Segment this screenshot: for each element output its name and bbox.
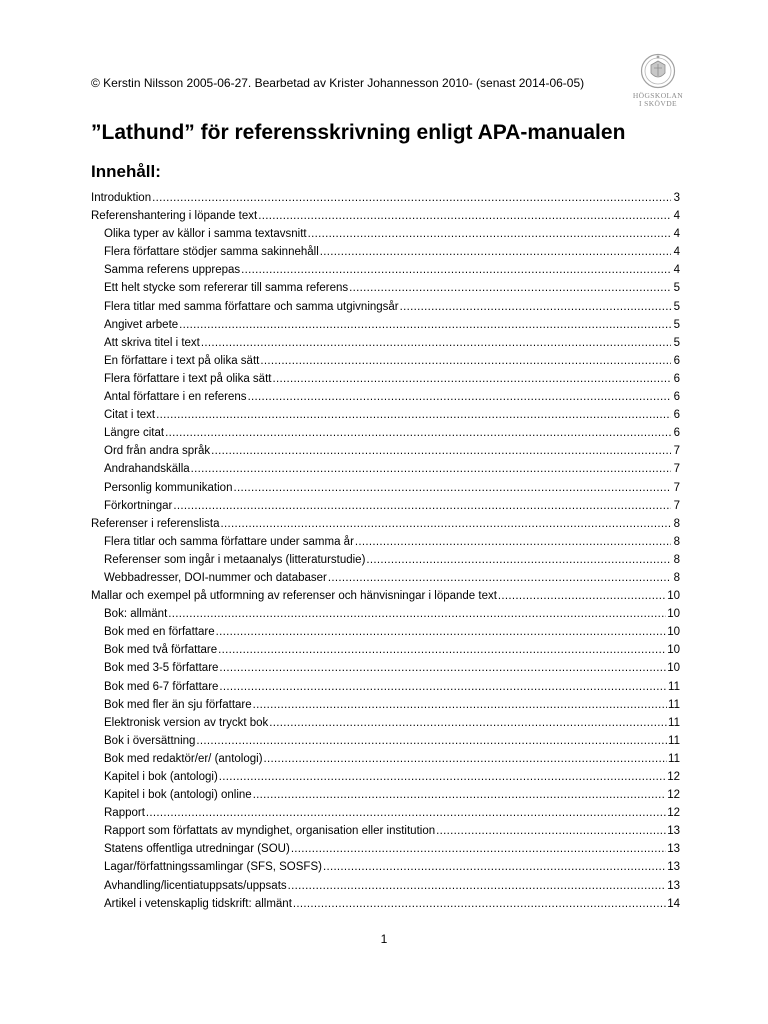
- toc-entry-page: 6: [673, 391, 680, 404]
- toc-entry-label: Flera titlar med samma författare och samma utgivningsår: [104, 300, 399, 313]
- toc-entry[interactable]: [91, 822, 680, 840]
- toc-entry-label: Webbadresser, DOI-nummer och databaser: [104, 571, 327, 584]
- toc-dot-leader: [179, 316, 671, 334]
- toc-entry-label: Bok med två författare: [104, 644, 218, 657]
- toc-entry-label: Statens offentliga utredningar (SOU): [104, 843, 290, 856]
- toc-entry-label: Olika typer av källor i samma textavsnitt: [104, 228, 307, 241]
- toc-entry-label: Referenshantering i löpande text: [91, 210, 258, 223]
- toc-dot-leader: [258, 207, 671, 225]
- author-credit-line: © Kerstin Nilsson 2005-06-27. Bearbetad av Krister Johannesson 2010- (senast 2014-06-05): [91, 76, 585, 90]
- toc-entry-page: 13: [667, 861, 680, 874]
- toc-entry-page: 11: [668, 716, 680, 729]
- toc-entry-label: Avhandling/licentiatuppsats/uppsats: [104, 879, 287, 892]
- toc-entry-page: 8: [673, 517, 680, 530]
- toc-entry-page: 4: [673, 228, 680, 241]
- toc-entry-page: 10: [667, 662, 680, 675]
- toc-entry-page: 7: [673, 445, 680, 458]
- toc-dot-leader: [264, 750, 668, 768]
- toc-entry[interactable]: [91, 659, 680, 677]
- toc-dot-leader: [219, 768, 666, 786]
- toc-entry-label: Förkortningar: [104, 499, 173, 512]
- toc-entry[interactable]: [91, 587, 680, 605]
- toc-entry-label: Elektronisk version av tryckt bok: [104, 716, 269, 729]
- toc-entry-page: 4: [673, 210, 680, 223]
- toc-entry-page: 6: [673, 409, 680, 422]
- toc-entry[interactable]: [91, 298, 680, 316]
- toc-entry-label: Kapitel i bok (antologi) online: [104, 789, 252, 802]
- toc-dot-leader: [498, 587, 666, 605]
- toc-entry-label: Mallar och exempel på utformning av referenser och hänvisningar i löpande text: [91, 590, 497, 603]
- toc-entry[interactable]: [91, 840, 680, 858]
- toc-dot-leader: [219, 678, 667, 696]
- toc-entry-label: Att skriva titel i text: [104, 336, 200, 349]
- toc-entry[interactable]: [91, 370, 680, 388]
- toc-entry[interactable]: [91, 623, 680, 641]
- toc-entry[interactable]: [91, 678, 680, 696]
- toc-entry-label: Ord från andra språk: [104, 445, 211, 458]
- toc-entry-label: Bok med 6-7 författare: [104, 680, 219, 693]
- toc-entry-page: 5: [673, 282, 680, 295]
- toc-dot-leader: [168, 605, 666, 623]
- toc-dot-leader: [233, 479, 671, 497]
- toc-entry-label: Bok med redaktör/er/ (antologi): [104, 752, 263, 765]
- toc-entry[interactable]: [91, 352, 680, 370]
- toc-entry-label: Flera författare i text på olika sätt: [104, 372, 272, 385]
- toc-entry-page: 13: [667, 843, 680, 856]
- toc-entry[interactable]: [91, 551, 680, 569]
- toc-dot-leader: [436, 822, 666, 840]
- toc-entry-label: Flera författare stödjer samma sakinnehåll: [104, 246, 319, 259]
- toc-dot-leader: [173, 497, 671, 515]
- toc-entry-label: Introduktion: [91, 192, 152, 204]
- toc-entry-label: Angivet arbete: [104, 318, 179, 331]
- toc-entry[interactable]: [91, 732, 680, 750]
- toc-entry-page: 7: [673, 463, 680, 476]
- document-title: ”Lathund” för referensskrivning enligt APA-manualen: [91, 121, 626, 144]
- toc-dot-leader: [323, 858, 666, 876]
- toc-entry-label: Rapport som författats av myndighet, organisation eller institution: [104, 825, 436, 838]
- toc-entry[interactable]: [91, 750, 680, 768]
- toc-entry-page: 11: [668, 680, 680, 693]
- toc-dot-leader: [400, 298, 671, 316]
- toc-entry-page: 6: [673, 354, 680, 367]
- toc-entry-label: Referenser i referenslista: [91, 517, 220, 530]
- toc-dot-leader: [220, 515, 671, 533]
- toc-entry-page: 6: [673, 427, 680, 440]
- toc-entry-page: 10: [667, 608, 680, 621]
- toc-dot-leader: [260, 352, 671, 370]
- toc-entry-label: Antal författare i en referens: [104, 391, 247, 404]
- toc-dot-leader: [211, 442, 671, 460]
- toc-entry[interactable]: [91, 768, 680, 786]
- toc-entry[interactable]: [91, 569, 680, 587]
- university-seal-icon: [628, 52, 688, 92]
- toc-entry[interactable]: [91, 696, 680, 714]
- toc-entry-label: En författare i text på olika sätt: [104, 354, 260, 367]
- toc-dot-leader: [152, 189, 671, 207]
- toc-entry-page: 10: [667, 590, 680, 603]
- toc-dot-leader: [241, 261, 671, 279]
- toc-dot-leader: [196, 732, 667, 750]
- toc-entry-page: 8: [673, 553, 680, 566]
- toc-dot-leader: [165, 424, 671, 442]
- logo-text-line1: HÖGSKOLAN: [632, 91, 684, 100]
- toc-dot-leader: [253, 786, 667, 804]
- toc-dot-leader: [328, 569, 671, 587]
- toc-dot-leader: [269, 714, 667, 732]
- toc-entry-page: 13: [667, 825, 680, 838]
- toc-entry[interactable]: [91, 225, 680, 243]
- toc-entry[interactable]: [91, 207, 680, 225]
- toc-entry-label: Bok i översättning: [104, 734, 196, 747]
- toc-entry[interactable]: [91, 497, 680, 515]
- toc-entry[interactable]: [91, 334, 680, 352]
- toc-entry-page: 12: [667, 771, 680, 783]
- toc-entry-label: Bok: allmänt: [104, 608, 168, 621]
- toc-entry[interactable]: [91, 388, 680, 406]
- toc-dot-leader: [355, 533, 671, 551]
- toc-entry-label: Bok med 3-5 författare: [104, 662, 219, 675]
- toc-entry-label: Samma referens upprepas: [104, 264, 241, 277]
- toc-entry[interactable]: [91, 442, 680, 460]
- toc-entry[interactable]: [91, 877, 680, 895]
- toc-entry-page: 13: [667, 879, 680, 892]
- toc-entry[interactable]: [91, 406, 680, 424]
- toc-entry[interactable]: [91, 279, 680, 297]
- toc-entry-page: 5: [673, 300, 680, 313]
- toc-dot-leader: [272, 370, 671, 388]
- toc-entry-page: 10: [667, 626, 680, 639]
- toc-entry-label: Bok med en författare: [104, 626, 215, 639]
- toc-dot-leader: [366, 551, 671, 569]
- toc-entry-page: 11: [668, 752, 680, 765]
- page-number: 1: [380, 932, 388, 946]
- toc-entry[interactable]: [91, 858, 680, 876]
- toc-entry-page: 14: [667, 897, 680, 910]
- toc-dot-leader: [308, 225, 671, 243]
- toc-entry[interactable]: [91, 460, 680, 478]
- toc-heading: Innehåll:: [91, 162, 161, 181]
- toc-entry-label: Artikel i vetenskaplig tidskrift: allmänt: [104, 897, 292, 910]
- toc-entry-page: 5: [673, 318, 680, 331]
- toc-dot-leader: [288, 877, 667, 895]
- toc-entry-page: 10: [667, 644, 680, 657]
- toc-dot-leader: [191, 460, 671, 478]
- toc-entry-label: Personlig kommunikation: [104, 481, 233, 494]
- toc-dot-leader: [253, 696, 667, 714]
- toc-entry-label: Kapitel i bok (antologi): [104, 771, 218, 783]
- table-of-contents: [91, 189, 680, 913]
- toc-entry-page: 4: [673, 246, 680, 259]
- toc-dot-leader: [219, 659, 666, 677]
- toc-entry[interactable]: [91, 786, 680, 804]
- toc-entry[interactable]: [91, 804, 680, 822]
- toc-dot-leader: [201, 334, 671, 352]
- toc-entry-label: Bok med fler än sju författare: [104, 698, 252, 711]
- toc-entry[interactable]: [91, 515, 680, 533]
- toc-entry[interactable]: [91, 895, 680, 913]
- toc-dot-leader: [291, 840, 666, 858]
- toc-entry[interactable]: [91, 316, 680, 334]
- university-logo: [628, 52, 688, 116]
- toc-entry-label: Referenser som ingår i metaanalys (litteraturstudie): [104, 553, 366, 566]
- toc-entry-page: 6: [673, 372, 680, 385]
- toc-dot-leader: [216, 623, 667, 641]
- toc-entry-page: 8: [673, 571, 680, 584]
- toc-entry-label: Lagar/författningssamlingar (SFS, SOSFS): [104, 861, 322, 874]
- toc-entry-page: 5: [673, 336, 680, 349]
- toc-dot-leader: [248, 388, 671, 406]
- toc-dot-leader: [218, 641, 666, 659]
- toc-entry[interactable]: [91, 243, 680, 261]
- toc-entry-label: Ett helt stycke som refererar till samma referens: [104, 282, 349, 295]
- toc-dot-leader: [320, 243, 671, 261]
- toc-entry-label: Andrahandskälla: [104, 463, 190, 476]
- toc-dot-leader: [146, 804, 666, 822]
- toc-entry[interactable]: [91, 533, 680, 551]
- toc-entry-label: Rapport: [104, 807, 145, 820]
- toc-entry-page: 8: [673, 535, 680, 548]
- toc-entry[interactable]: [91, 714, 680, 732]
- toc-entry-label: Flera titlar och samma författare under samma år: [104, 535, 354, 548]
- toc-entry-page: 3: [673, 192, 680, 204]
- logo-text-line2: I SKÖVDE: [639, 99, 677, 108]
- toc-dot-leader: [349, 279, 671, 297]
- toc-entry-page: 12: [667, 807, 680, 820]
- toc-entry-page: 7: [673, 499, 680, 512]
- toc-entry-page: 4: [673, 264, 680, 277]
- toc-entry[interactable]: [91, 479, 680, 497]
- toc-entry[interactable]: [91, 261, 680, 279]
- toc-entry[interactable]: [91, 424, 680, 442]
- toc-entry-page: 11: [668, 698, 680, 711]
- toc-entry-page: 7: [673, 481, 680, 494]
- toc-entry-page: 11: [668, 734, 680, 747]
- toc-dot-leader: [156, 406, 671, 424]
- toc-entry-label: Citat i text: [104, 409, 156, 422]
- toc-dot-leader: [293, 895, 666, 913]
- toc-entry[interactable]: [91, 641, 680, 659]
- toc-entry[interactable]: [91, 605, 680, 623]
- toc-entry[interactable]: [91, 189, 680, 207]
- toc-entry-page: 12: [667, 789, 680, 802]
- toc-entry-label: Längre citat: [104, 427, 165, 440]
